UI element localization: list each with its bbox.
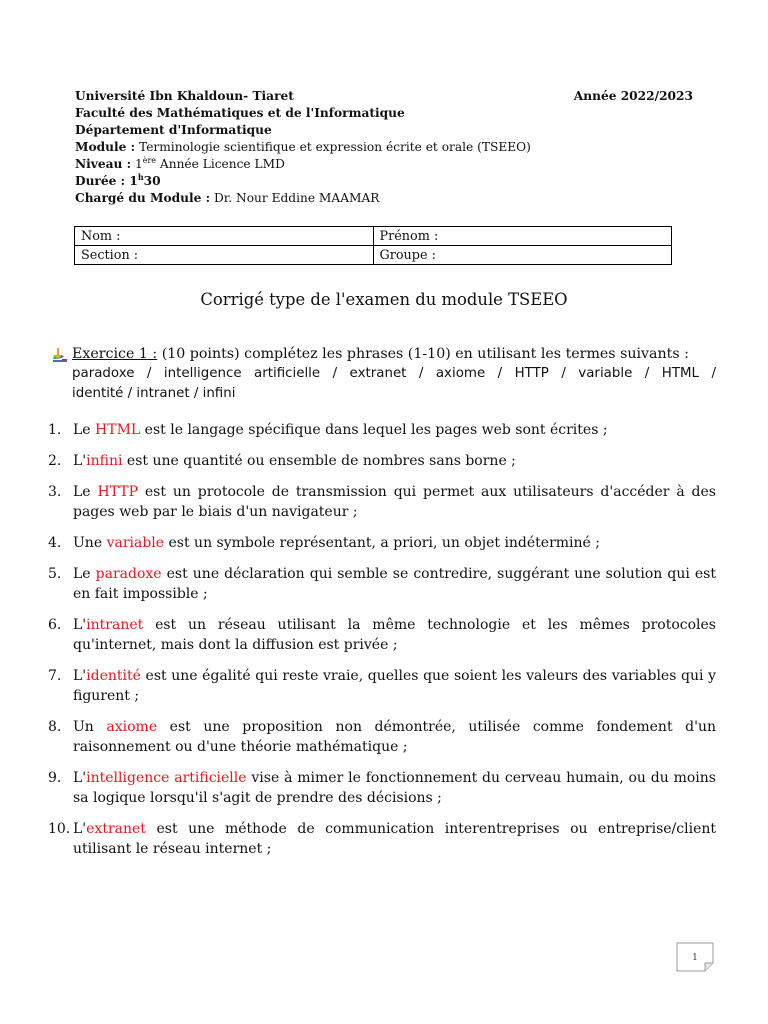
answer-term: axiome: [106, 719, 158, 735]
answer-term: intelligence artificielle: [86, 770, 247, 786]
duree-label: Durée :: [75, 174, 126, 188]
item-text: est une méthode de communication interentreprises ou entreprise/client utilisant le réseau internet ;: [73, 821, 716, 857]
item-text: est une déclaration qui semble se contredire, suggérant une solution qui est en fait impossible ;: [73, 566, 716, 602]
item-number: 9.: [48, 770, 62, 786]
answer-term: intranet: [86, 617, 144, 633]
item-prefix: Le: [73, 566, 96, 582]
item-text: est un symbole représentant, a priori, un objet indéterminé ;: [164, 535, 601, 551]
list-item: [48, 482, 716, 522]
item-text: vise à mimer le fonctionnement du cerveau humain, ou du moins sa logique lorsqu'il s'agit de prendre des décisions ;: [73, 770, 716, 806]
module-label: Module :: [75, 140, 136, 154]
duree-line: [75, 173, 693, 190]
terms-list-line-2: identité / intranet / infini: [72, 386, 236, 401]
page-number-box: [676, 942, 714, 972]
item-text: est une quantité ou ensemble de nombres sans borne ;: [122, 453, 516, 469]
page-number: 1: [692, 953, 698, 963]
answer-term: variable: [106, 535, 165, 551]
prenom-cell: Prénom :: [373, 227, 672, 246]
answer-term: identité: [86, 668, 141, 684]
academic-year: Année 2022/2023: [573, 89, 693, 103]
terms-list-line-1: paradoxe / intelligence artificielle / extranet / axiome / HTTP / variable / HTML /: [72, 366, 716, 381]
item-number: 5.: [48, 566, 62, 582]
list-item: [48, 533, 716, 553]
list-item: [48, 564, 716, 604]
answer-term: HTTP: [97, 484, 139, 500]
exercise-label: Exercice 1 :: [72, 346, 158, 362]
duree-sup: h: [137, 171, 144, 182]
exercise-block: [52, 344, 716, 404]
item-number: 6.: [48, 617, 62, 633]
item-number: 4.: [48, 535, 62, 551]
list-item: [48, 819, 716, 859]
module-value: Terminologie scientifique et expression écrite et orale (TSEEO): [139, 140, 531, 154]
item-prefix: L': [73, 770, 87, 786]
department-name: Département d'Informatique: [75, 123, 272, 137]
charge-label: Chargé du Module :: [75, 191, 211, 205]
groupe-cell: Groupe :: [373, 246, 672, 265]
list-item: [48, 615, 716, 655]
niveau-num: 1: [134, 157, 143, 171]
item-number: 8.: [48, 719, 62, 735]
list-item: [48, 768, 716, 808]
duree-hours: 1: [129, 174, 138, 188]
section-cell: Section :: [75, 246, 374, 265]
item-number: 2.: [48, 453, 62, 469]
niveau-value: Année Licence LMD: [159, 157, 285, 171]
item-text: est un protocole de transmission qui permet aux utilisateurs d'accéder à des pages web par le biais d'un navigateur ;: [73, 484, 716, 520]
item-text: est un réseau utilisant la même technologie et les mêmes protocoles qu'internet, mais dont la diffusion est privée ;: [73, 617, 716, 653]
list-item: [48, 717, 716, 757]
answers-list: [48, 420, 716, 859]
faculty-name: Faculté des Mathématiques et de l'Informatique: [75, 106, 405, 120]
list-item: [48, 666, 716, 706]
item-text: est une proposition non démontrée, utilisée comme fondement d'un raisonnement ou d'une théorie mathématique ;: [73, 719, 716, 755]
item-prefix: L': [73, 668, 87, 684]
charge-value: Dr. Nour Eddine MAAMAR: [214, 191, 380, 205]
exercise-instruction: (10 points) complétez les phrases (1-10) en utilisant les termes suivants :: [157, 346, 689, 362]
niveau-label: Niveau :: [75, 157, 132, 171]
module-line: [75, 139, 693, 156]
answer-term: HTML: [95, 422, 141, 438]
answer-term: paradoxe: [95, 566, 162, 582]
nom-cell: Nom :: [75, 227, 374, 246]
niveau-sup: ère: [142, 155, 157, 165]
item-prefix: L': [73, 453, 87, 469]
exam-header: [75, 88, 693, 207]
item-text: est une égalité qui reste vraie, quelles que soient les valeurs des variables qui y figurent ;: [73, 668, 716, 704]
bullet-arrow-icon: [52, 347, 68, 363]
charge-line: [75, 190, 693, 207]
item-prefix: Une: [73, 535, 107, 551]
item-number: 1.: [48, 422, 62, 438]
list-item: [48, 420, 716, 440]
niveau-line: [75, 156, 693, 173]
item-prefix: L': [73, 821, 87, 837]
item-prefix: Un: [73, 719, 107, 735]
item-text: est le langage spécifique dans lequel les pages web sont écrites ;: [140, 422, 608, 438]
item-prefix: Le: [73, 422, 96, 438]
item-number: 7.: [48, 668, 62, 684]
university-name: Université Ibn Khaldoun- Tiaret: [75, 89, 294, 103]
page-title: Corrigé type de l'examen du module TSEEO: [200, 290, 568, 309]
list-item: [48, 451, 716, 471]
item-prefix: Le: [73, 484, 98, 500]
duree-minutes: 30: [143, 174, 161, 188]
answer-term: infini: [86, 453, 123, 469]
item-number: 3.: [48, 484, 62, 500]
answer-term: extranet: [86, 821, 146, 837]
item-prefix: L': [73, 617, 87, 633]
student-id-table: [74, 226, 672, 265]
item-number: 10.: [48, 821, 71, 837]
exercise-intro: [72, 344, 716, 364]
